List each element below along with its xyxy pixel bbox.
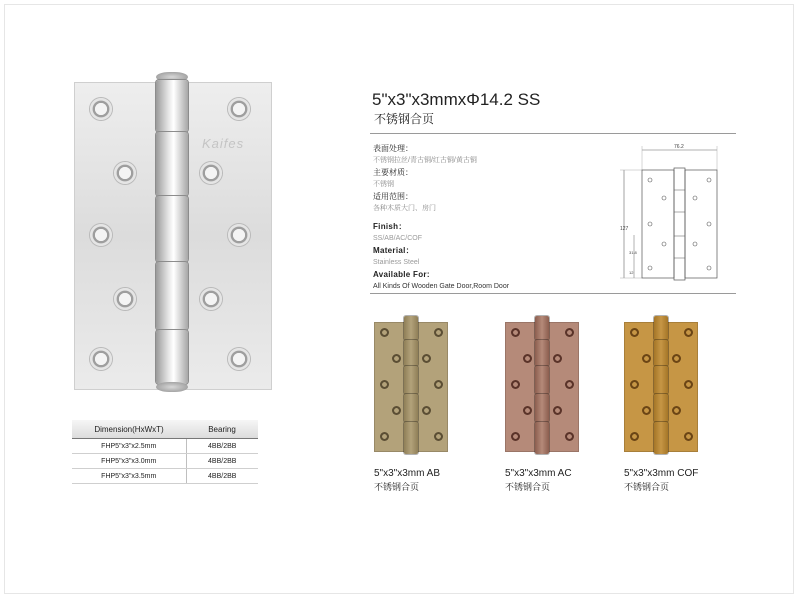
screw-hole [114, 162, 136, 184]
screw-hole [392, 354, 401, 363]
drawing-leaf-left [642, 170, 674, 278]
screw-hole [511, 380, 520, 389]
screw-hole [200, 288, 222, 310]
variant-subcaption: 不锈钢合页 [624, 482, 670, 492]
screw-hole [422, 406, 431, 415]
hinge-knuckle [156, 196, 188, 262]
screw-hole [553, 354, 562, 363]
screw-hole [565, 432, 574, 441]
variant-caption: 5"x3"x3mm COF [624, 468, 699, 479]
hinge-knuckle [156, 262, 188, 330]
screw-hole [90, 98, 112, 120]
hinge-knuckle [654, 422, 668, 454]
hinge-knuckle [654, 340, 668, 366]
screw-hole [90, 348, 112, 370]
screw-hole [228, 224, 250, 246]
screw-hole [565, 380, 574, 389]
column-header-bearing: Bearing [186, 420, 258, 439]
height-label: 127 [620, 226, 629, 232]
technical-drawing [612, 140, 732, 290]
drawing-knuckle [674, 168, 685, 280]
dimension-table [72, 420, 258, 484]
hinge-knuckle [535, 394, 549, 422]
screw-hole [434, 432, 443, 441]
screw-hole [672, 406, 681, 415]
screw-hole [642, 354, 651, 363]
screw-hole [511, 328, 520, 337]
screw-hole [114, 288, 136, 310]
hinge-knuckle [156, 80, 188, 132]
divider [370, 293, 736, 294]
drawing-screw-holes [648, 178, 711, 270]
screw-hole [392, 406, 401, 415]
hinge-leaf-left [624, 322, 656, 452]
screw-hole [684, 328, 693, 337]
screw-hole [684, 380, 693, 389]
product-subtitle: 不锈钢合页 [374, 112, 435, 126]
surface-value: 不锈钢拉丝/青古铜/红古铜/黄古铜 [373, 157, 477, 164]
hinge-knuckle [535, 340, 549, 366]
hinge-knuckle [535, 366, 549, 394]
hinge-knuckle [535, 316, 549, 340]
screw-hole [684, 432, 693, 441]
finish-label: Finish： [373, 222, 407, 231]
table-row [72, 439, 258, 454]
hinge-leaf-right [547, 322, 579, 452]
usage-value: 各种木质大门、房门 [373, 205, 436, 212]
hinge-photo-ss [70, 70, 270, 400]
screw-hole [511, 432, 520, 441]
variant-ab [374, 316, 484, 493]
small-label: 12 [629, 270, 634, 275]
width-label: 76.2 [674, 144, 684, 150]
variant-caption: 5"x3"x3mm AB [374, 468, 441, 479]
screw-hole [228, 98, 250, 120]
material-label: 主要材质： [373, 168, 413, 177]
screw-hole [380, 432, 389, 441]
hinge-knuckle [654, 316, 668, 340]
hinge-knuckle [156, 330, 188, 384]
dimension-cell: FHP5"x3"x3.0mm [72, 454, 186, 469]
screw-hole [434, 328, 443, 337]
screw-hole [630, 328, 639, 337]
screw-hole [380, 328, 389, 337]
variant-caption: 5"x3"x3mm AC [505, 468, 572, 479]
screw-hole [523, 354, 532, 363]
available-value: All Kinds Of Wooden Gate Door,Room Door [373, 283, 510, 290]
hinge-leaf-left [505, 322, 537, 452]
spec-list [373, 143, 603, 293]
hinge-knuckle [654, 394, 668, 422]
surface-label: 表面处理： [373, 144, 413, 153]
screw-hole [630, 432, 639, 441]
hinge-leaf-right [416, 322, 448, 452]
available-label: Available For: [373, 270, 430, 279]
hinge-knuckle [156, 132, 188, 196]
hinge-bottom-cap [156, 382, 188, 392]
bearing-cell: 4BB/2BB [186, 439, 258, 454]
screw-hole [422, 354, 431, 363]
hinge-knuckle [654, 366, 668, 394]
column-header-dimension: Dimension(HxWxT) [72, 420, 186, 439]
screw-hole [200, 162, 222, 184]
variant-ac [505, 316, 615, 493]
screw-hole [523, 406, 532, 415]
material-en-value: Stainless Steel [373, 259, 420, 266]
usage-label: 适用范围： [373, 192, 413, 201]
divider [370, 133, 736, 134]
screw-hole [380, 380, 389, 389]
variant-subcaption: 不锈钢合页 [374, 482, 420, 492]
material-value: 不锈钢 [373, 181, 394, 188]
screw-hole [642, 406, 651, 415]
hinge-leaf-left [74, 82, 166, 390]
hinge-leaf-right [666, 322, 698, 452]
screw-hole [565, 328, 574, 337]
table-row [72, 454, 258, 469]
hinge-knuckle [535, 422, 549, 454]
drawing-leaf-right [685, 170, 717, 278]
pitch-label: 31.8 [629, 250, 637, 255]
variant-cof [624, 316, 734, 493]
hinge-leaf-left [374, 322, 406, 452]
hinge-knuckle [404, 422, 418, 454]
finish-value: SS/AB/AC/COF [373, 235, 423, 242]
hinge-knuckle [404, 366, 418, 394]
screw-hole [228, 348, 250, 370]
hinge-photo-ab [374, 316, 448, 456]
product-title: 5"x3"x3mmxΦ14.2 SS [372, 90, 541, 109]
hinge-photo-ac [505, 316, 579, 456]
dimension-cell: FHP5"x3"x2.5mm [72, 439, 186, 454]
bearing-cell: 4BB/2BB [186, 469, 258, 484]
hinge-knuckle [404, 316, 418, 340]
screw-hole [90, 224, 112, 246]
table-row [72, 469, 258, 484]
screw-hole [434, 380, 443, 389]
dimension-cell: FHP5"x3"x3.5mm [72, 469, 186, 484]
table-header-row [72, 420, 258, 439]
hinge-knuckle [404, 394, 418, 422]
bearing-cell: 4BB/2BB [186, 454, 258, 469]
hinge-photo-cof [624, 316, 698, 456]
screw-hole [630, 380, 639, 389]
brand-mark: Kaifes [202, 136, 245, 151]
screw-hole [553, 406, 562, 415]
screw-hole [672, 354, 681, 363]
material-en-label: Material： [373, 246, 414, 255]
variant-subcaption: 不锈钢合页 [505, 482, 551, 492]
hinge-knuckle [404, 340, 418, 366]
